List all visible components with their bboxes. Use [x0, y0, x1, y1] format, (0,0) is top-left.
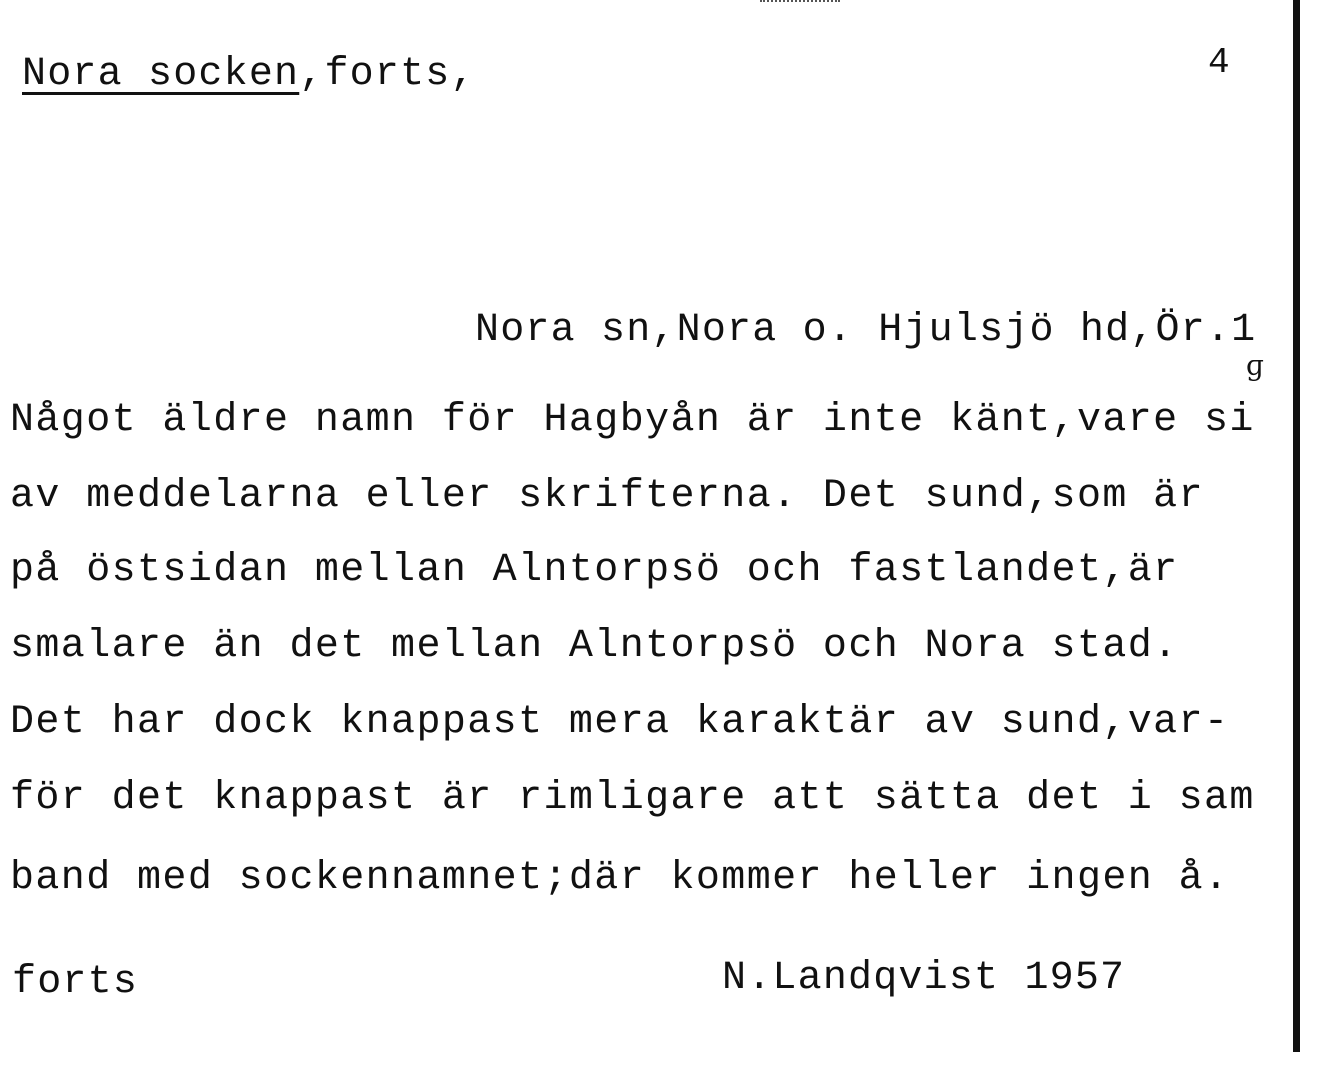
heading-parish-name: Nora socken [22, 52, 300, 97]
page-number: 4 [1208, 42, 1231, 83]
body-line: för det knappast är rimligare att sätta det i sam [10, 776, 1255, 821]
body-line: smalare än det mellan Alntorpsö och Nora stad. [10, 624, 1179, 669]
body-line: av meddelarna eller skrifterna. Det sund,som är [10, 474, 1204, 519]
body-line: band med sockennamnet;där kommer heller ingen å. [10, 856, 1230, 901]
author-signature: N.Landqvist 1957 [722, 956, 1126, 1001]
location-line: Nora sn,Nora o. Hjulsjö hd,Ör.1 [475, 308, 1257, 353]
continued-note: forts [12, 960, 139, 1005]
body-line: Det har dock knappast mera karaktär av sund,var- [10, 700, 1230, 745]
card-heading [22, 52, 476, 98]
card-edge-rule [1293, 0, 1300, 1052]
body-line: Något äldre namn för Hagbyån är inte känt,vare si [10, 398, 1255, 443]
body-line: på östsidan mellan Alntorpsö och fastlandet,är [10, 548, 1179, 593]
heading-continued-marker: ,forts, [299, 52, 476, 97]
scan-speckle [760, 0, 840, 6]
handwritten-margin-mark: ɡ [1246, 349, 1264, 382]
